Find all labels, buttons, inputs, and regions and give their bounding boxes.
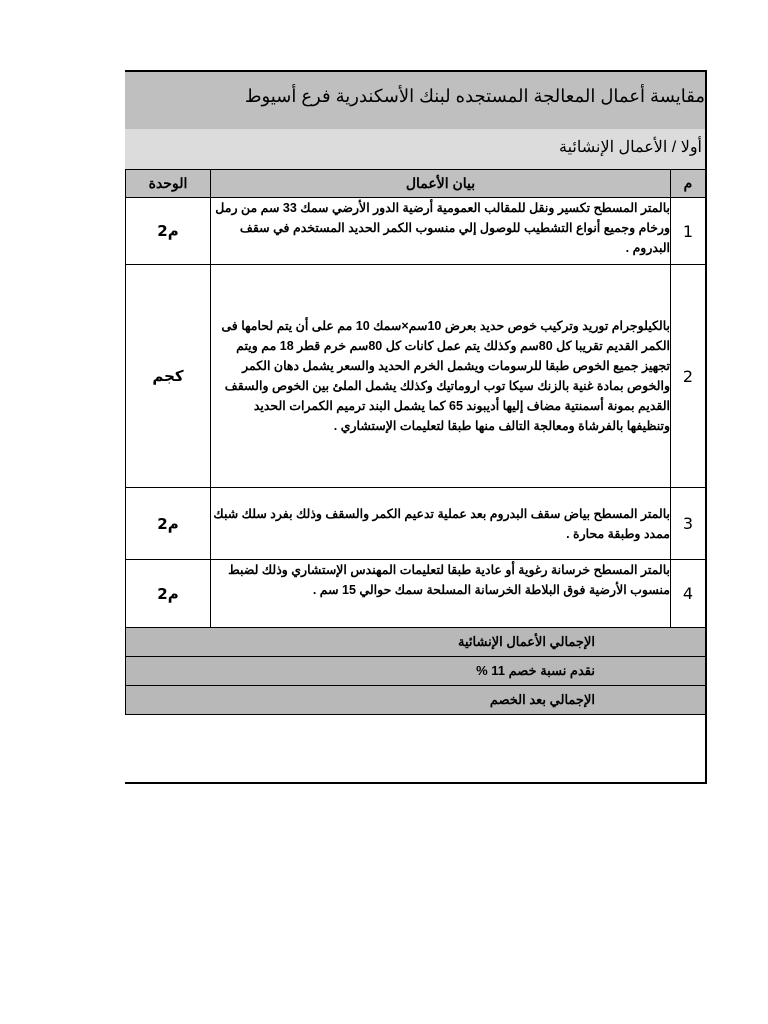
header-unit: الوحدة	[126, 170, 211, 198]
section-title: أولا / الأعمال الإنشائية	[559, 139, 702, 156]
row-number: 1	[671, 198, 706, 265]
row-description: بالكيلوجرام توريد وتركيب خوص حديد بعرض 10سم×سمك 10 مم على أن يتم لحامها فى الكمر القديم تقريبا كل 80سم وكذلك يتم عمل كانات كل 80سم خرم قطر 18 مم ويتم تجهيز جميع الخوص طبقا للرسومات ويشمل الخرم الحديد والسعر يشمل دهان الكمر والخوص بمادة غنية بالزنك سيكا توب اروماتيك وكذلك يشمل الملئ بين الخوص والسقف القديم بمونة أسمنتية مضاف إليها أديبوند 65 كما يشمل البند ترميم الكمرات الحديد وتنظيفها بالفرشاة ومعالجة التالف منها طبقا لتعليمات الإستشاري .	[211, 265, 671, 488]
summary-row-total	[126, 628, 706, 657]
row-number: 2	[671, 265, 706, 488]
table-row	[126, 198, 706, 265]
section-row	[125, 129, 705, 170]
row-unit: م2	[126, 560, 211, 628]
row-unit: م2	[126, 198, 211, 265]
table-header-row	[126, 170, 706, 198]
header-description: بيان الأعمال	[211, 170, 671, 198]
row-number: 3	[671, 488, 706, 560]
row-description: بالمتر المسطح تكسير ونقل للمقالب العمومية أرضية الدور الأرضي سمك 33 سم من رمل ورخام وجميع أنواع التشطيب للوصول إلي منسوب الكمر الحديد المستخدم في سقف البدروم .	[211, 198, 671, 265]
row-unit: م2	[126, 488, 211, 560]
table-row	[126, 265, 706, 488]
row-number: 4	[671, 560, 706, 628]
table-row	[126, 488, 706, 560]
works-table	[125, 169, 706, 715]
title-row	[125, 72, 705, 130]
spreadsheet-sheet	[125, 70, 707, 784]
header-number: م	[671, 170, 706, 198]
summary-row-after-discount	[126, 686, 706, 715]
summary-discount-label: نقدم نسبة خصم 11 %	[126, 657, 706, 686]
row-description: بالمتر المسطح خرسانة رغوية أو عادية طبقا لتعليمات المهندس الإستشاري وذلك لضبط منسوب الأرضية فوق البلاطة الخرسانة المسلحة سمك حوالي 15 سم .	[211, 560, 671, 628]
row-description: بالمتر المسطح بياض سقف البدروم بعد عملية تدعيم الكمر والسقف وذلك بفرد سلك شبك ممدد وطبقة محارة .	[211, 488, 671, 560]
summary-after-discount-label: الإجمالي بعد الخصم	[126, 686, 706, 715]
document-title: مقايسة أعمال المعالجة المستجده لبنك الأسكندرية فرع أسيوط	[244, 86, 705, 106]
table-row	[126, 560, 706, 628]
summary-row-discount	[126, 657, 706, 686]
summary-total-label: الإجمالي الأعمال الإنشائية	[126, 628, 706, 657]
row-unit: كجم	[126, 265, 211, 488]
